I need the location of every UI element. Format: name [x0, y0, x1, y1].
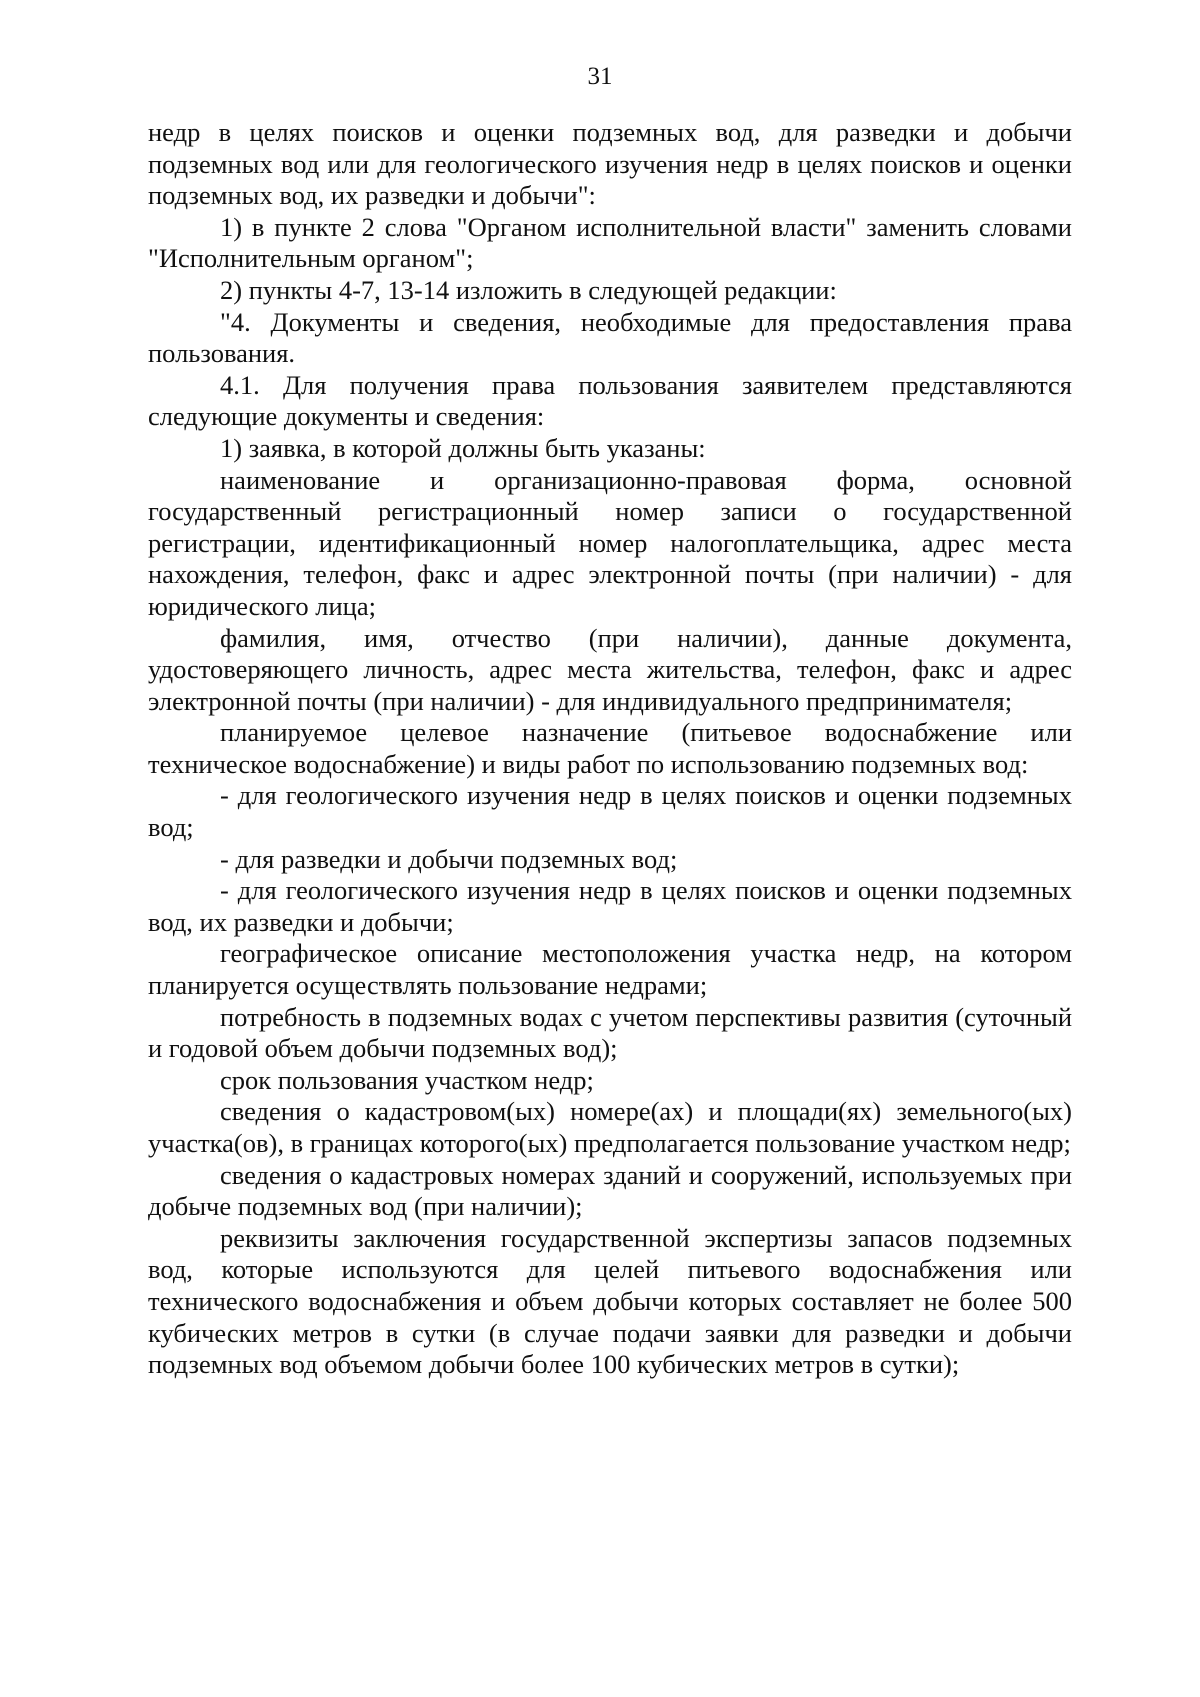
paragraph-14: потребность в подземных водах с учетом перспективы развития (суточный и годовой объем добычи подземных вод); [148, 1001, 1072, 1064]
page-number: 31 [587, 63, 613, 90]
paragraph-12: - для геологического изучения недр в целях поисков и оценки подземных вод, их разведки и добычи; [148, 875, 1072, 937]
paragraph-5: 4.1. Для получения права пользования заявителем представляются следующие документы и сведения: [148, 369, 1072, 432]
paragraph-8: фамилия, имя, отчество (при наличии), данные документа, удостоверяющего личность, адрес места жительства, телефон, факс и адрес электронной почты (при наличии) - для индивидуального предпринимателя; [148, 622, 1072, 716]
paragraph-1: недр в целях поисков и оценки подземных вод, для разведки и добычи подземных вод или для геологического изучения недр в целях поисков и оценки подземных вод, их разведки и добычи": [148, 117, 1072, 211]
paragraph-17: сведения о кадастровых номерах зданий и сооружений, используемых при добыче подземных вод (при наличии); [148, 1159, 1072, 1222]
paragraph-15: срок пользования участком недр; [220, 1064, 594, 1095]
paragraph-18: реквизиты заключения государственной экспертизы запасов подземных вод, которые используются для целей питьевого водоснабжения или технического водоснабжения и объем добычи которых составляет не более 500 кубических метров в сутки (в случае подачи заявки для разведки и добычи подземных вод объемом добычи более 100 кубических метров в сутки); [148, 1222, 1072, 1380]
document-body [148, 117, 1072, 1381]
paragraph-9: планируемое целевое назначение (питьевое водоснабжение или техническое водоснабжение) и виды работ по использованию подземных вод: [148, 717, 1072, 779]
paragraph-7: наименование и организационно-правовая форма, основной государственный регистрационный номер записи о государственной регистрации, идентификационный номер налогоплательщика, адрес места нахождения, телефон, факс и адрес электронной почты (при наличии) - для юридического лица; [148, 464, 1072, 621]
paragraph-13: географическое описание местоположения участка недр, на котором планируется осуществлять пользование недрами; [148, 938, 1072, 1001]
paragraph-11: - для разведки и добычи подземных вод; [220, 843, 678, 874]
paragraph-16: сведения о кадастровом(ых) номере(ах) и площади(ях) земельного(ых) участка(ов), в границах которого(ых) предполагается пользование участком недр; [148, 1096, 1072, 1158]
paragraph-6: 1) заявка, в которой должны быть указаны: [220, 432, 706, 463]
paragraph-10: - для геологического изучения недр в целях поисков и оценки подземных вод; [148, 780, 1072, 843]
paragraph-4: "4. Документы и сведения, необходимые для предоставления права пользования. [148, 306, 1072, 369]
paragraph-2: 1) в пункте 2 слова "Органом исполнительной власти" заменить словами "Исполнительным органом"; [148, 211, 1072, 274]
paragraph-3: 2) пункты 4-7, 13-14 изложить в следующей редакции: [220, 274, 837, 305]
